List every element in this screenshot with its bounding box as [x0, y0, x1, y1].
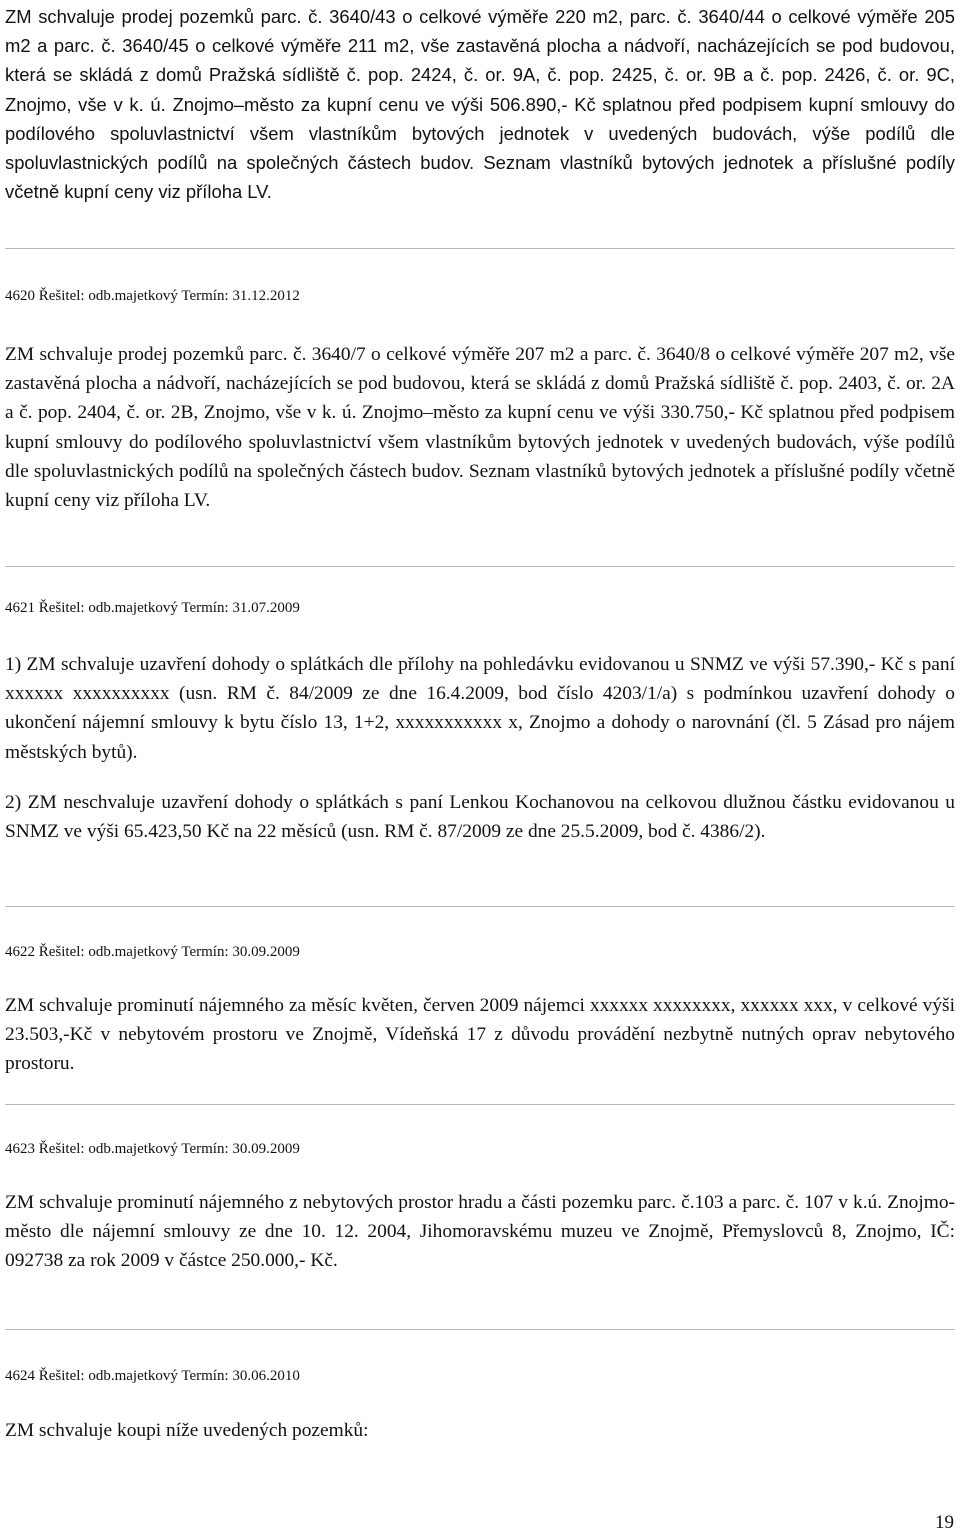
- resolution-header: 4621 Řešitel: odb.majetkový Termín: 31.07.2009: [5, 600, 300, 616]
- resolution-text: ZM schvaluje prominutí nájemného za měsíc květen, červen 2009 nájemci xxxxxx xxxxxxxx, xxxxxx xxx, v celkové výši 23.503,-Kč v nebytovém prostoru ve Znojmě, Vídeňská 17 z důvodu provádění nezbytně nutných oprav nebytového prostoru.: [5, 995, 955, 1075]
- resolution-item-2: 2) ZM neschvaluje uzavření dohody o splátkách s paní Lenkou Kochanovou na celkovou dlužnou částku evidovanou u SNMZ ve výši 65.423,50 Kč na 22 měsíců (usn. RM č. 87/2009 ze dne 25.5.2009, bod č. 4386/2).: [5, 791, 955, 843]
- resolution-header: 4622 Řešitel: odb.majetkový Termín: 30.09.2009: [5, 944, 300, 960]
- resolution-4620: [5, 286, 955, 515]
- separator-line: [5, 566, 955, 567]
- resolution-text: ZM schvaluje prodej pozemků parc. č. 3640/7 o celkové výměře 207 m2 a parc. č. 3640/8 o celkové výměře 207 m2, vše zastavěná plocha a nádvoří, nacházejících se pod budovou, která se skládá z domů Pražská sídliště č. pop. 2403, č. or. 2A a č. pop. 2404, č. or. 2B, Znojmo, vše v k. ú. Znojmo–město za kupní cenu ve výši 330.750,- Kč splatnou před podpisem kupní smlouvy do podílového spoluvlastnictví všem vlastníkům bytových jednotek v uvedených budovách, výše podílů dle spoluvlastnických podílů na společných částech budov. Seznam vlastníků bytových jednotek a příslušné podíly včetně kupní ceny viz příloha LV.: [5, 344, 955, 512]
- resolution-item-1: 1) ZM schvaluje uzavření dohody o splátkách dle přílohy na pohledávku evidovanou u SNMZ ve výši 57.390,- Kč s paní xxxxxx xxxxxxxxxx (usn. RM č. 84/2009 ze dne 16.4.2009, bod číslo 4203/1/a) s podmínkou uzavření dohody o ukončení nájemní smlouvy k bytu číslo 13, 1+2, xxxxxxxxxxx x, Znojmo a dohody o narovnání (čl. 5 Zásad pro nájem městských bytů).: [5, 654, 955, 763]
- resolution-text: ZM schvaluje koupi níže uvedených pozemků:: [5, 1420, 369, 1441]
- resolution-header: 4620 Řešitel: odb.majetkový Termín: 31.12.2012: [5, 288, 300, 304]
- separator-line: [5, 1329, 955, 1330]
- separator-line: [5, 906, 955, 907]
- resolution-4624: [5, 1366, 955, 1445]
- resolution-header: 4624 Řešitel: odb.majetkový Termín: 30.06.2010: [5, 1368, 300, 1384]
- resolution-4619-continued: [5, 2, 955, 206]
- resolution-4622: [5, 942, 955, 1079]
- separator-line: [5, 248, 955, 249]
- resolution-text: ZM schvaluje prodej pozemků parc. č. 3640/43 o celkové výměře 220 m2, parc. č. 3640/44 o celkové výměře 205 m2 a parc. č. 3640/45 o celkové výměře 211 m2, vše zastavěná plocha a nádvoří, nacházejících se pod budovou, která se skládá z domů Pražská sídliště č. pop. 2424, č. or. 9A, č. pop. 2425, č. or. 9B a č. pop. 2426, č. or. 9C, Znojmo, vše v k. ú. Znojmo–město za kupní cenu ve výši 506.890,- Kč splatnou před podpisem kupní smlouvy do podílového spoluvlastnictví všem vlastníkům bytových jednotek v uvedených budovách, výše podílů dle spoluvlastnických podílů na společných částech budov. Seznam vlastníků bytových jednotek a příslušné podíly včetně kupní ceny viz příloha LV.: [5, 6, 955, 203]
- resolution-4621: [5, 598, 955, 846]
- separator-line: [5, 1104, 955, 1105]
- resolution-4623: [5, 1139, 955, 1276]
- resolution-text: ZM schvaluje prominutí nájemného z nebytových prostor hradu a části pozemku parc. č.103 a parc. č. 107 v k.ú. Znojmo-město dle nájemní smlouvy ze dne 10. 12. 2004, Jihomoravskému muzeu ve Znojmě, Přemyslovců 8, Znojmo, IČ: 092738 za rok 2009 v částce 250.000,- Kč.: [5, 1192, 955, 1272]
- resolution-header: 4623 Řešitel: odb.majetkový Termín: 30.09.2009: [5, 1141, 300, 1157]
- page-number: 19: [935, 1512, 954, 1533]
